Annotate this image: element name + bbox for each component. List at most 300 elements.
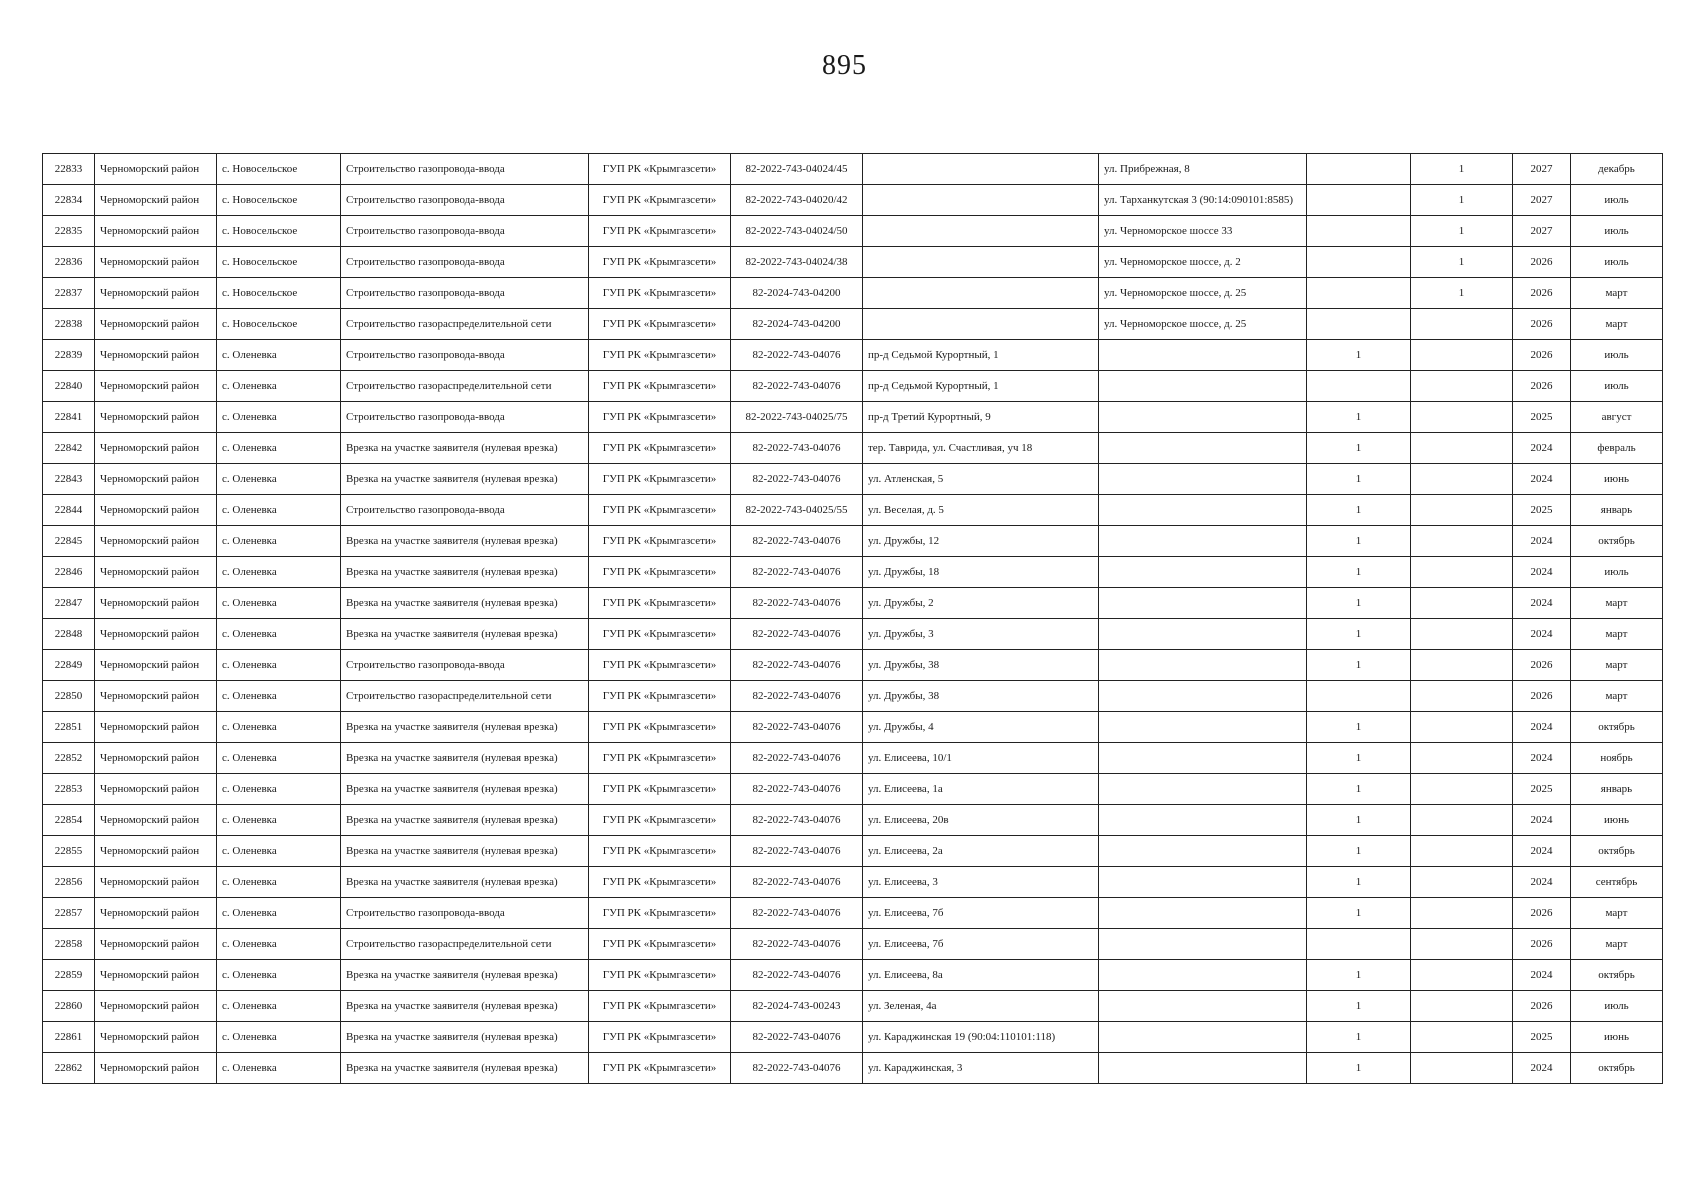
settlement-cell: с. Оленевка	[217, 929, 341, 960]
registry-code-cell: 82-2022-743-04076	[731, 805, 863, 836]
year-cell: 2026	[1513, 681, 1571, 712]
address-alt-cell: ул. Черноморское шоссе, д. 25	[1099, 309, 1307, 340]
address-alt-cell	[1099, 743, 1307, 774]
quantity-alt-cell	[1411, 1053, 1513, 1084]
table-row	[43, 154, 1663, 185]
registry-code-cell: 82-2022-743-04076	[731, 588, 863, 619]
month-cell: июль	[1571, 185, 1663, 216]
registry-code-cell: 82-2022-743-04076	[731, 650, 863, 681]
row-number: 22841	[43, 402, 95, 433]
quantity-alt-cell: 1	[1411, 278, 1513, 309]
year-cell: 2027	[1513, 185, 1571, 216]
district-cell: Черноморский район	[95, 185, 217, 216]
district-cell: Черноморский район	[95, 960, 217, 991]
table-row	[43, 526, 1663, 557]
table-row	[43, 681, 1663, 712]
quantity-cell	[1307, 247, 1411, 278]
table-row	[43, 836, 1663, 867]
quantity-cell	[1307, 154, 1411, 185]
settlement-cell: с. Оленевка	[217, 867, 341, 898]
month-cell: июль	[1571, 340, 1663, 371]
table-row	[43, 464, 1663, 495]
settlement-cell: с. Новосельское	[217, 185, 341, 216]
work-type-cell: Врезка на участке заявителя (нулевая врезка)	[341, 588, 589, 619]
quantity-cell	[1307, 216, 1411, 247]
address-alt-cell	[1099, 402, 1307, 433]
year-cell: 2025	[1513, 495, 1571, 526]
settlement-cell: с. Новосельское	[217, 154, 341, 185]
quantity-alt-cell	[1411, 433, 1513, 464]
address-cell: ул. Веселая, д. 5	[863, 495, 1099, 526]
owner-cell: ГУП РК «Крымгазсети»	[589, 712, 731, 743]
registry-code-cell: 82-2022-743-04076	[731, 836, 863, 867]
district-cell: Черноморский район	[95, 743, 217, 774]
table-row	[43, 898, 1663, 929]
owner-cell: ГУП РК «Крымгазсети»	[589, 774, 731, 805]
owner-cell: ГУП РК «Крымгазсети»	[589, 464, 731, 495]
address-alt-cell	[1099, 340, 1307, 371]
quantity-alt-cell: 1	[1411, 216, 1513, 247]
district-cell: Черноморский район	[95, 1022, 217, 1053]
work-type-cell: Врезка на участке заявителя (нулевая врезка)	[341, 712, 589, 743]
owner-cell: ГУП РК «Крымгазсети»	[589, 743, 731, 774]
quantity-cell: 1	[1307, 557, 1411, 588]
district-cell: Черноморский район	[95, 340, 217, 371]
district-cell: Черноморский район	[95, 526, 217, 557]
work-type-cell: Строительство газопровода-ввода	[341, 154, 589, 185]
table-row	[43, 495, 1663, 526]
address-alt-cell	[1099, 619, 1307, 650]
row-number: 22835	[43, 216, 95, 247]
settlement-cell: с. Оленевка	[217, 619, 341, 650]
address-cell: ул. Елисеева, 7б	[863, 898, 1099, 929]
page-number: 895	[822, 50, 867, 81]
row-number: 22851	[43, 712, 95, 743]
month-cell: сентябрь	[1571, 867, 1663, 898]
owner-cell: ГУП РК «Крымгазсети»	[589, 278, 731, 309]
work-type-cell: Строительство газопровода-ввода	[341, 495, 589, 526]
owner-cell: ГУП РК «Крымгазсети»	[589, 340, 731, 371]
address-cell: ул. Елисеева, 8а	[863, 960, 1099, 991]
table-row	[43, 619, 1663, 650]
work-type-cell: Врезка на участке заявителя (нулевая врезка)	[341, 619, 589, 650]
address-alt-cell: ул. Черноморское шоссе 33	[1099, 216, 1307, 247]
month-cell: октябрь	[1571, 960, 1663, 991]
row-number: 22858	[43, 929, 95, 960]
registry-code-cell: 82-2022-743-04076	[731, 867, 863, 898]
row-number: 22859	[43, 960, 95, 991]
district-cell: Черноморский район	[95, 464, 217, 495]
year-cell: 2024	[1513, 464, 1571, 495]
quantity-alt-cell: 1	[1411, 247, 1513, 278]
quantity-cell: 1	[1307, 1022, 1411, 1053]
row-number: 22860	[43, 991, 95, 1022]
month-cell: июль	[1571, 247, 1663, 278]
year-cell: 2024	[1513, 836, 1571, 867]
quantity-alt-cell	[1411, 681, 1513, 712]
row-number: 22853	[43, 774, 95, 805]
registry-code-cell: 82-2022-743-04076	[731, 1053, 863, 1084]
quantity-cell: 1	[1307, 650, 1411, 681]
work-type-cell: Строительство газопровода-ввода	[341, 216, 589, 247]
month-cell: март	[1571, 929, 1663, 960]
address-cell: ул. Дружбы, 38	[863, 650, 1099, 681]
quantity-cell: 1	[1307, 495, 1411, 526]
settlement-cell: с. Оленевка	[217, 743, 341, 774]
owner-cell: ГУП РК «Крымгазсети»	[589, 402, 731, 433]
row-number: 22834	[43, 185, 95, 216]
address-cell: пр-д Третий Курортный, 9	[863, 402, 1099, 433]
district-cell: Черноморский район	[95, 402, 217, 433]
address-cell	[863, 247, 1099, 278]
row-number: 22855	[43, 836, 95, 867]
month-cell: март	[1571, 898, 1663, 929]
registry-code-cell: 82-2024-743-04200	[731, 278, 863, 309]
address-alt-cell	[1099, 650, 1307, 681]
row-number: 22843	[43, 464, 95, 495]
table-row	[43, 340, 1663, 371]
settlement-cell: с. Оленевка	[217, 650, 341, 681]
table-row	[43, 960, 1663, 991]
work-type-cell: Врезка на участке заявителя (нулевая врезка)	[341, 433, 589, 464]
address-alt-cell	[1099, 805, 1307, 836]
settlement-cell: с. Оленевка	[217, 1022, 341, 1053]
owner-cell: ГУП РК «Крымгазсети»	[589, 216, 731, 247]
quantity-alt-cell	[1411, 402, 1513, 433]
district-cell: Черноморский район	[95, 154, 217, 185]
table-row	[43, 247, 1663, 278]
table-row	[43, 278, 1663, 309]
quantity-cell: 1	[1307, 867, 1411, 898]
table-row	[43, 805, 1663, 836]
month-cell: июнь	[1571, 1022, 1663, 1053]
address-alt-cell: ул. Тарханкутская 3 (90:14:090101:8585)	[1099, 185, 1307, 216]
work-type-cell: Врезка на участке заявителя (нулевая врезка)	[341, 991, 589, 1022]
quantity-alt-cell	[1411, 712, 1513, 743]
quantity-alt-cell	[1411, 867, 1513, 898]
settlement-cell: с. Оленевка	[217, 805, 341, 836]
address-alt-cell	[1099, 774, 1307, 805]
owner-cell: ГУП РК «Крымгазсети»	[589, 929, 731, 960]
address-cell	[863, 154, 1099, 185]
row-number: 22846	[43, 557, 95, 588]
owner-cell: ГУП РК «Крымгазсети»	[589, 805, 731, 836]
district-cell: Черноморский район	[95, 216, 217, 247]
address-cell: ул. Дружбы, 2	[863, 588, 1099, 619]
quantity-alt-cell	[1411, 650, 1513, 681]
address-alt-cell	[1099, 526, 1307, 557]
quantity-alt-cell	[1411, 619, 1513, 650]
table-row	[43, 774, 1663, 805]
address-cell: ул. Караджинская 19 (90:04:110101:118)	[863, 1022, 1099, 1053]
settlement-cell: с. Оленевка	[217, 526, 341, 557]
settlement-cell: с. Новосельское	[217, 216, 341, 247]
owner-cell: ГУП РК «Крымгазсети»	[589, 681, 731, 712]
address-alt-cell	[1099, 867, 1307, 898]
table-row	[43, 216, 1663, 247]
owner-cell: ГУП РК «Крымгазсети»	[589, 433, 731, 464]
address-alt-cell	[1099, 557, 1307, 588]
registry-code-cell: 82-2022-743-04076	[731, 433, 863, 464]
address-cell: ул. Елисеева, 2а	[863, 836, 1099, 867]
registry-code-cell: 82-2022-743-04076	[731, 371, 863, 402]
month-cell: август	[1571, 402, 1663, 433]
address-alt-cell	[1099, 929, 1307, 960]
quantity-alt-cell	[1411, 309, 1513, 340]
settlement-cell: с. Оленевка	[217, 371, 341, 402]
settlement-cell: с. Оленевка	[217, 991, 341, 1022]
district-cell: Черноморский район	[95, 929, 217, 960]
row-number: 22842	[43, 433, 95, 464]
quantity-cell: 1	[1307, 526, 1411, 557]
address-cell: ул. Дружбы, 3	[863, 619, 1099, 650]
month-cell: декабрь	[1571, 154, 1663, 185]
work-type-cell: Врезка на участке заявителя (нулевая врезка)	[341, 960, 589, 991]
month-cell: март	[1571, 588, 1663, 619]
year-cell: 2024	[1513, 557, 1571, 588]
month-cell: июль	[1571, 216, 1663, 247]
registry-code-cell: 82-2022-743-04024/50	[731, 216, 863, 247]
quantity-cell	[1307, 278, 1411, 309]
year-cell: 2026	[1513, 650, 1571, 681]
year-cell: 2026	[1513, 309, 1571, 340]
address-cell: ул. Караджинская, 3	[863, 1053, 1099, 1084]
work-type-cell: Врезка на участке заявителя (нулевая врезка)	[341, 867, 589, 898]
table-row	[43, 743, 1663, 774]
district-cell: Черноморский район	[95, 495, 217, 526]
district-cell: Черноморский район	[95, 588, 217, 619]
month-cell: март	[1571, 309, 1663, 340]
address-cell	[863, 278, 1099, 309]
work-type-cell: Строительство газопровода-ввода	[341, 340, 589, 371]
address-alt-cell	[1099, 464, 1307, 495]
district-cell: Черноморский район	[95, 619, 217, 650]
settlement-cell: с. Оленевка	[217, 402, 341, 433]
address-cell: ул. Елисеева, 20в	[863, 805, 1099, 836]
month-cell: октябрь	[1571, 526, 1663, 557]
settlement-cell: с. Оленевка	[217, 960, 341, 991]
address-alt-cell	[1099, 681, 1307, 712]
owner-cell: ГУП РК «Крымгазсети»	[589, 371, 731, 402]
owner-cell: ГУП РК «Крымгазсети»	[589, 526, 731, 557]
month-cell: ноябрь	[1571, 743, 1663, 774]
month-cell: март	[1571, 681, 1663, 712]
work-type-cell: Врезка на участке заявителя (нулевая врезка)	[341, 464, 589, 495]
settlement-cell: с. Оленевка	[217, 898, 341, 929]
settlement-cell: с. Оленевка	[217, 836, 341, 867]
year-cell: 2024	[1513, 588, 1571, 619]
table-row	[43, 557, 1663, 588]
work-type-cell: Строительство газораспределительной сети	[341, 681, 589, 712]
registry-code-cell: 82-2022-743-04024/38	[731, 247, 863, 278]
year-cell: 2026	[1513, 278, 1571, 309]
registry-code-cell: 82-2022-743-04076	[731, 340, 863, 371]
settlement-cell: с. Новосельское	[217, 278, 341, 309]
table-row	[43, 929, 1663, 960]
owner-cell: ГУП РК «Крымгазсети»	[589, 991, 731, 1022]
table-row	[43, 991, 1663, 1022]
registry-code-cell: 82-2024-743-00243	[731, 991, 863, 1022]
table-row	[43, 1022, 1663, 1053]
address-cell: пр-д Седьмой Курортный, 1	[863, 371, 1099, 402]
address-cell: ул. Атленская, 5	[863, 464, 1099, 495]
owner-cell: ГУП РК «Крымгазсети»	[589, 867, 731, 898]
gasification-register-table	[42, 153, 1663, 1084]
row-number: 22849	[43, 650, 95, 681]
year-cell: 2026	[1513, 929, 1571, 960]
quantity-alt-cell	[1411, 371, 1513, 402]
year-cell: 2024	[1513, 960, 1571, 991]
quantity-alt-cell	[1411, 991, 1513, 1022]
settlement-cell: с. Оленевка	[217, 1053, 341, 1084]
settlement-cell: с. Оленевка	[217, 712, 341, 743]
quantity-cell: 1	[1307, 433, 1411, 464]
owner-cell: ГУП РК «Крымгазсети»	[589, 898, 731, 929]
work-type-cell: Врезка на участке заявителя (нулевая врезка)	[341, 1022, 589, 1053]
address-alt-cell	[1099, 495, 1307, 526]
month-cell: март	[1571, 619, 1663, 650]
quantity-cell: 1	[1307, 774, 1411, 805]
work-type-cell: Врезка на участке заявителя (нулевая врезка)	[341, 526, 589, 557]
month-cell: март	[1571, 278, 1663, 309]
year-cell: 2024	[1513, 712, 1571, 743]
row-number: 22839	[43, 340, 95, 371]
district-cell: Черноморский район	[95, 898, 217, 929]
year-cell: 2024	[1513, 619, 1571, 650]
row-number: 22862	[43, 1053, 95, 1084]
address-cell	[863, 216, 1099, 247]
address-cell: ул. Дружбы, 38	[863, 681, 1099, 712]
row-number: 22833	[43, 154, 95, 185]
row-number: 22836	[43, 247, 95, 278]
district-cell: Черноморский район	[95, 371, 217, 402]
address-cell: ул. Дружбы, 18	[863, 557, 1099, 588]
year-cell: 2026	[1513, 991, 1571, 1022]
year-cell: 2024	[1513, 743, 1571, 774]
address-alt-cell	[1099, 433, 1307, 464]
work-type-cell: Строительство газопровода-ввода	[341, 898, 589, 929]
address-cell: ул. Елисеева, 7б	[863, 929, 1099, 960]
row-number: 22852	[43, 743, 95, 774]
row-number: 22856	[43, 867, 95, 898]
address-alt-cell	[1099, 960, 1307, 991]
owner-cell: ГУП РК «Крымгазсети»	[589, 650, 731, 681]
address-alt-cell	[1099, 1053, 1307, 1084]
work-type-cell: Врезка на участке заявителя (нулевая врезка)	[341, 557, 589, 588]
quantity-alt-cell	[1411, 836, 1513, 867]
owner-cell: ГУП РК «Крымгазсети»	[589, 1022, 731, 1053]
quantity-alt-cell	[1411, 495, 1513, 526]
year-cell: 2027	[1513, 216, 1571, 247]
registry-code-cell: 82-2022-743-04076	[731, 464, 863, 495]
quantity-alt-cell	[1411, 464, 1513, 495]
district-cell: Черноморский район	[95, 991, 217, 1022]
district-cell: Черноморский район	[95, 309, 217, 340]
address-cell: ул. Елисеева, 10/1	[863, 743, 1099, 774]
row-number: 22850	[43, 681, 95, 712]
row-number: 22845	[43, 526, 95, 557]
settlement-cell: с. Оленевка	[217, 340, 341, 371]
work-type-cell: Врезка на участке заявителя (нулевая врезка)	[341, 743, 589, 774]
owner-cell: ГУП РК «Крымгазсети»	[589, 1053, 731, 1084]
district-cell: Черноморский район	[95, 247, 217, 278]
year-cell: 2025	[1513, 774, 1571, 805]
month-cell: январь	[1571, 774, 1663, 805]
work-type-cell: Строительство газопровода-ввода	[341, 247, 589, 278]
registry-code-cell: 82-2022-743-04025/75	[731, 402, 863, 433]
settlement-cell: с. Оленевка	[217, 557, 341, 588]
registry-code-cell: 82-2022-743-04076	[731, 557, 863, 588]
quantity-cell: 1	[1307, 743, 1411, 774]
work-type-cell: Строительство газораспределительной сети	[341, 309, 589, 340]
quantity-cell: 1	[1307, 1053, 1411, 1084]
quantity-cell: 1	[1307, 340, 1411, 371]
quantity-alt-cell	[1411, 743, 1513, 774]
table-row	[43, 371, 1663, 402]
quantity-cell: 1	[1307, 619, 1411, 650]
registry-code-cell: 82-2022-743-04020/42	[731, 185, 863, 216]
address-alt-cell	[1099, 1022, 1307, 1053]
district-cell: Черноморский район	[95, 712, 217, 743]
table-row	[43, 402, 1663, 433]
work-type-cell: Строительство газопровода-ввода	[341, 650, 589, 681]
district-cell: Черноморский район	[95, 1053, 217, 1084]
address-alt-cell	[1099, 836, 1307, 867]
quantity-alt-cell	[1411, 960, 1513, 991]
quantity-cell: 1	[1307, 712, 1411, 743]
address-cell: тер. Таврида, ул. Счастливая, уч 18	[863, 433, 1099, 464]
table-row	[43, 185, 1663, 216]
address-alt-cell	[1099, 371, 1307, 402]
registry-code-cell: 82-2022-743-04076	[731, 929, 863, 960]
row-number: 22861	[43, 1022, 95, 1053]
address-cell: пр-д Седьмой Курортный, 1	[863, 340, 1099, 371]
month-cell: июль	[1571, 991, 1663, 1022]
table-row	[43, 309, 1663, 340]
settlement-cell: с. Оленевка	[217, 588, 341, 619]
settlement-cell: с. Оленевка	[217, 774, 341, 805]
month-cell: октябрь	[1571, 836, 1663, 867]
registry-code-cell: 82-2022-743-04076	[731, 898, 863, 929]
year-cell: 2026	[1513, 371, 1571, 402]
month-cell: июнь	[1571, 805, 1663, 836]
year-cell: 2026	[1513, 898, 1571, 929]
quantity-alt-cell	[1411, 898, 1513, 929]
quantity-alt-cell	[1411, 774, 1513, 805]
address-cell: ул. Дружбы, 12	[863, 526, 1099, 557]
work-type-cell: Строительство газопровода-ввода	[341, 278, 589, 309]
district-cell: Черноморский район	[95, 774, 217, 805]
registry-code-cell: 82-2022-743-04076	[731, 743, 863, 774]
year-cell: 2026	[1513, 340, 1571, 371]
quantity-cell	[1307, 681, 1411, 712]
month-cell: январь	[1571, 495, 1663, 526]
quantity-cell	[1307, 185, 1411, 216]
month-cell: июль	[1571, 371, 1663, 402]
owner-cell: ГУП РК «Крымгазсети»	[589, 588, 731, 619]
owner-cell: ГУП РК «Крымгазсети»	[589, 154, 731, 185]
work-type-cell: Строительство газораспределительной сети	[341, 929, 589, 960]
settlement-cell: с. Оленевка	[217, 464, 341, 495]
year-cell: 2025	[1513, 402, 1571, 433]
quantity-cell: 1	[1307, 960, 1411, 991]
owner-cell: ГУП РК «Крымгазсети»	[589, 495, 731, 526]
table-row	[43, 588, 1663, 619]
quantity-cell: 1	[1307, 805, 1411, 836]
address-cell	[863, 185, 1099, 216]
registry-code-cell: 82-2024-743-04200	[731, 309, 863, 340]
quantity-cell: 1	[1307, 464, 1411, 495]
